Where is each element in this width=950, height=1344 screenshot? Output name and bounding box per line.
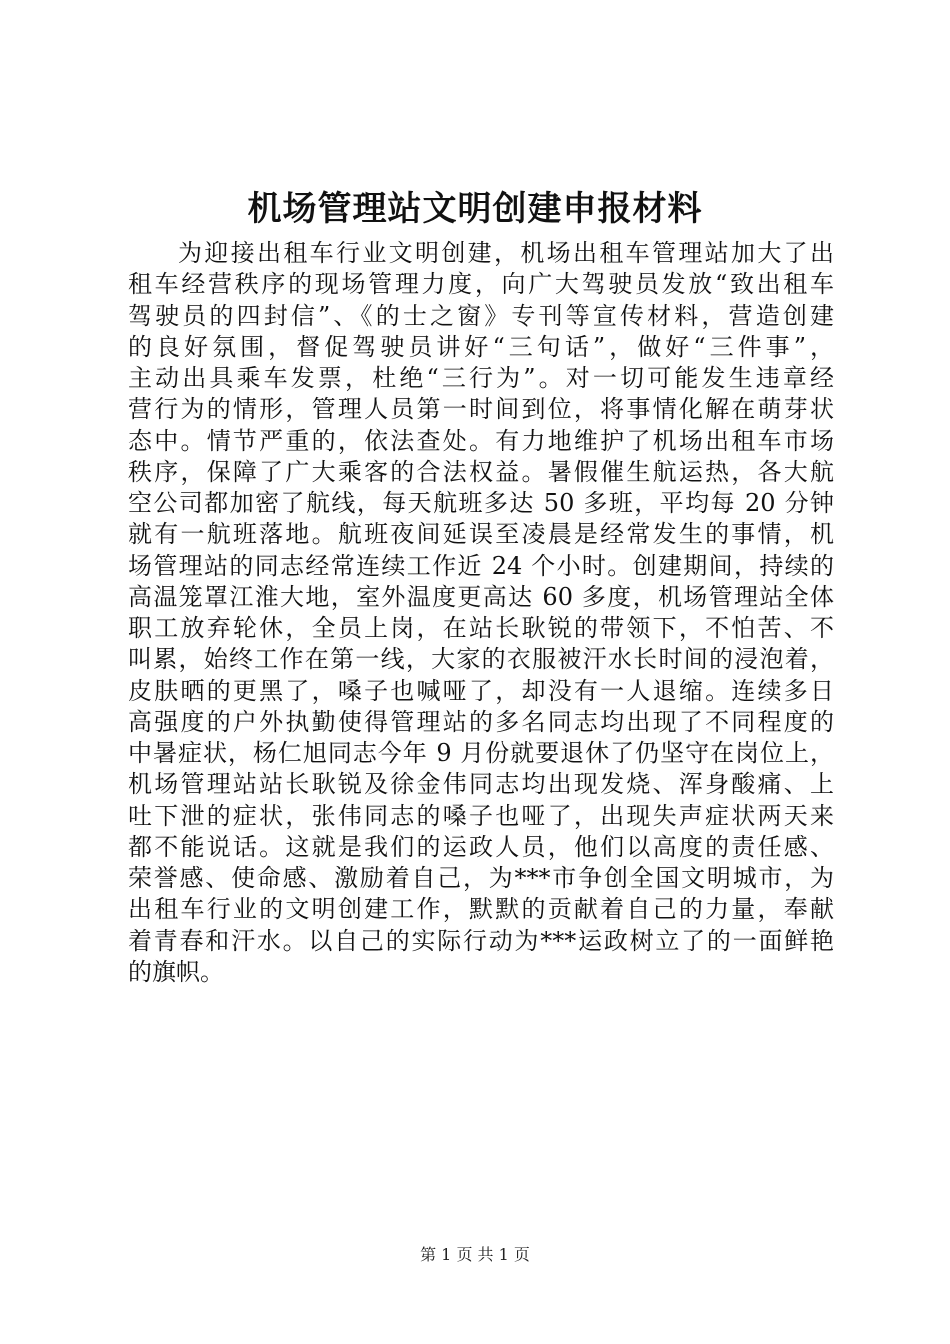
body-line: 吐下泄的症状，张伟同志的嗓子也哑了，出现失声症状两天来 — [128, 801, 834, 830]
body-line: 场管理站的同志经常连续工作近 24 个小时。创建期间，持续的 — [128, 551, 834, 580]
body-line: 机场管理站站长耿锐及徐金伟同志均出现发烧、浑身酸痛、上 — [128, 770, 834, 799]
body-line: 的旗帜。 — [128, 957, 224, 986]
body-line: 主动出具乘车发票，杜绝“三行为”。对一切可能发生违章经 — [128, 364, 834, 392]
body-line: 荣誉感、使命感、激励着自己，为***市争创全国文明城市，为 — [128, 864, 834, 892]
body-line: 驾驶员的四封信”、《的士之窗》专刊等宣传材料，营造创建 — [128, 301, 834, 330]
body-line: 职工放弃轮休，全员上岗，在站长耿锐的带领下，不怕苦、不 — [128, 614, 834, 642]
body-line: 都不能说话。这就是我们的运政人员，他们以高度的责任感、 — [128, 832, 834, 861]
body-line: 租车经营秩序的现场管理力度，向广大驾驶员发放“致出租车 — [128, 270, 834, 299]
body-line: 着青春和汗水。以自己的实际行动为***运政树立了的一面鲜艳 — [128, 926, 834, 955]
body-line: 就有一航班落地。航班夜间延误至凌晨是经常发生的事情，机 — [128, 520, 834, 549]
body-line: 高强度的户外执勤使得管理站的多名同志均出现了不同程度的 — [128, 707, 834, 736]
body-line: 空公司都加密了航线，每天航班多达 50 多班，平均每 20 分钟 — [128, 489, 834, 517]
body-line: 叫累，始终工作在第一线，大家的衣服被汗水长时间的浸泡着， — [128, 645, 834, 674]
body-line: 中暑症状，杨仁旭同志今年 9 月份就要退休了仍坚守在岗位上， — [128, 739, 834, 767]
body-line: 秩序，保障了广大乘客的合法权益。暑假催生航运热，各大航 — [128, 457, 834, 486]
document-body — [128, 238, 834, 988]
body-line: 营行为的情形，管理人员第一时间到位，将事情化解在萌芽状 — [128, 395, 834, 424]
body-line: 态中。情节严重的，依法查处。有力地维护了机场出租车市场 — [128, 426, 834, 455]
body-line: 为迎接出租车行业文明创建，机场出租车管理站加大了出 — [178, 239, 834, 267]
body-line: 出租车行业的文明创建工作，默默的贡献着自己的力量，奉献 — [128, 895, 834, 924]
page-number-footer: 第 1 页 共 1 页 — [420, 1245, 530, 1264]
document-title: 机场管理站文明创建申报材料 — [247, 189, 703, 229]
body-line: 高温笼罩江淮大地，室外温度更高达 60 多度，机场管理站全体 — [128, 582, 834, 611]
body-line: 的良好氛围，督促驾驶员讲好“三句话”，做好“三件事”， — [128, 332, 834, 361]
body-line: 皮肤晒的更黑了，嗓子也喊哑了，却没有一人退缩。连续多日 — [128, 676, 834, 705]
